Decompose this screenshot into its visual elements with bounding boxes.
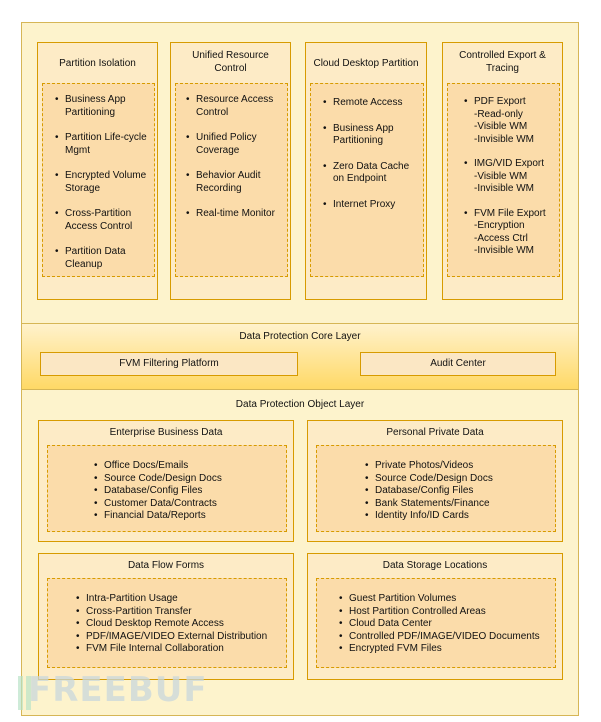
freebuf-watermark: FREEBUF — [28, 670, 208, 710]
module-item-list — [323, 97, 421, 211]
item-list — [339, 593, 555, 656]
module-title: Partition Isolation — [59, 58, 136, 69]
list-item: • Bank Statements/Finance — [365, 498, 555, 511]
list-item: • Cloud Desktop Remote Access — [76, 618, 286, 631]
list-item: • Private Photos/Videos — [365, 460, 555, 473]
box-items — [47, 578, 287, 668]
box-title: Enterprise Business Data — [109, 427, 223, 438]
module-item-list — [55, 94, 151, 271]
module-items-box — [310, 83, 424, 277]
module-cloud-desktop-partition — [305, 42, 427, 300]
module-title: Unified Resource Control — [192, 50, 269, 74]
export-option: -Invisible WM — [474, 245, 535, 256]
data-storage-locations — [307, 553, 563, 680]
core-layer-band — [22, 323, 578, 390]
enterprise-business-data — [38, 420, 294, 542]
export-type: FVM File Export — [474, 207, 546, 219]
export-option: -Visible WM — [474, 121, 528, 132]
watermark-bar — [18, 676, 23, 710]
list-item: • Intra-Partition Usage — [76, 593, 286, 606]
box-title: Personal Private Data — [386, 427, 484, 438]
list-item: • Cloud Data Center — [339, 618, 555, 631]
module-item-list — [464, 96, 558, 258]
fvm-filtering-platform: FVM Filtering Platform — [40, 352, 298, 376]
module-partition-isolation — [37, 42, 158, 300]
list-item: • PDF/IMAGE/VIDEO External Distribution — [76, 631, 286, 644]
module-title: Controlled Export & Tracing — [459, 50, 546, 74]
module-items-box — [175, 83, 288, 277]
list-item — [464, 208, 558, 258]
box-items — [316, 578, 556, 668]
box-items — [316, 445, 556, 532]
list-item: • Partition Life-cycle Mgmt — [55, 132, 151, 157]
list-item: • Customer Data/Contracts — [94, 498, 286, 511]
object-layer-title: Data Protection Object Layer — [235, 399, 365, 410]
box-items — [47, 445, 287, 532]
audit-center: Audit Center — [360, 352, 556, 376]
item-list — [76, 593, 286, 656]
list-item: • Zero Data Cache on Endpoint — [323, 161, 421, 186]
list-item: • Business App Partitioning — [55, 94, 151, 119]
module-items-box — [447, 83, 560, 277]
personal-private-data — [307, 420, 563, 542]
list-item: • Database/Config Files — [365, 485, 555, 498]
list-item: • Guest Partition Volumes — [339, 593, 555, 606]
module-items-box — [42, 83, 155, 277]
list-item: • Controlled PDF/IMAGE/VIDEO Documents — [339, 631, 555, 644]
list-item: • Partition Data Cleanup — [55, 246, 151, 271]
list-item: • Financial Data/Reports — [94, 510, 286, 523]
list-item: • Identity Info/ID Cards — [365, 510, 555, 523]
box-title: Data Flow Forms — [127, 560, 205, 571]
export-option: -Visible WM — [474, 170, 528, 182]
list-item: • Source Code/Design Docs — [94, 473, 286, 486]
module-controlled-export-tracing — [442, 42, 563, 300]
export-option: -Access Ctrl — [474, 232, 528, 244]
export-option: -Invisible WM — [474, 133, 535, 145]
module-title: Cloud Desktop Partition — [313, 58, 419, 69]
list-item: • Internet Proxy — [323, 199, 421, 212]
list-item: • Encrypted FVM Files — [339, 643, 555, 656]
export-option: -Read-only — [474, 108, 523, 120]
list-item: • Host Partition Controlled Areas — [339, 606, 555, 619]
list-item: • Database/Config Files — [94, 485, 286, 498]
list-item: • Business App Partitioning — [323, 123, 421, 148]
list-item: • Source Code/Design Docs — [365, 473, 555, 486]
list-item — [464, 158, 558, 196]
core-layer-title: Data Protection Core Layer — [239, 331, 361, 342]
export-option: -Encryption — [474, 220, 525, 231]
list-item — [464, 96, 558, 146]
list-item: • Unified Policy Coverage — [186, 132, 286, 157]
list-item: • FVM File Internal Collaboration — [76, 643, 286, 656]
box-title: Data Storage Locations — [382, 560, 488, 571]
data-flow-forms — [38, 553, 294, 680]
module-unified-resource-control — [170, 42, 291, 300]
item-list — [94, 460, 286, 523]
list-item: • Resource Access Control — [186, 94, 286, 119]
list-item: • Cross-Partition Transfer — [76, 606, 286, 619]
export-type: IMG/VID Export — [474, 158, 545, 169]
list-item: • Encrypted Volume Storage — [55, 170, 151, 195]
list-item: • Real-time Monitor — [186, 208, 286, 221]
item-list — [365, 460, 555, 523]
export-option: -Invisible WM — [474, 183, 535, 194]
list-item: • Remote Access — [323, 97, 421, 110]
list-item: • Cross-Partition Access Control — [55, 208, 151, 233]
module-item-list — [186, 94, 286, 221]
list-item: • Office Docs/Emails — [94, 460, 286, 473]
list-item: • Behavior Audit Recording — [186, 170, 286, 195]
export-type: PDF Export — [474, 96, 526, 107]
